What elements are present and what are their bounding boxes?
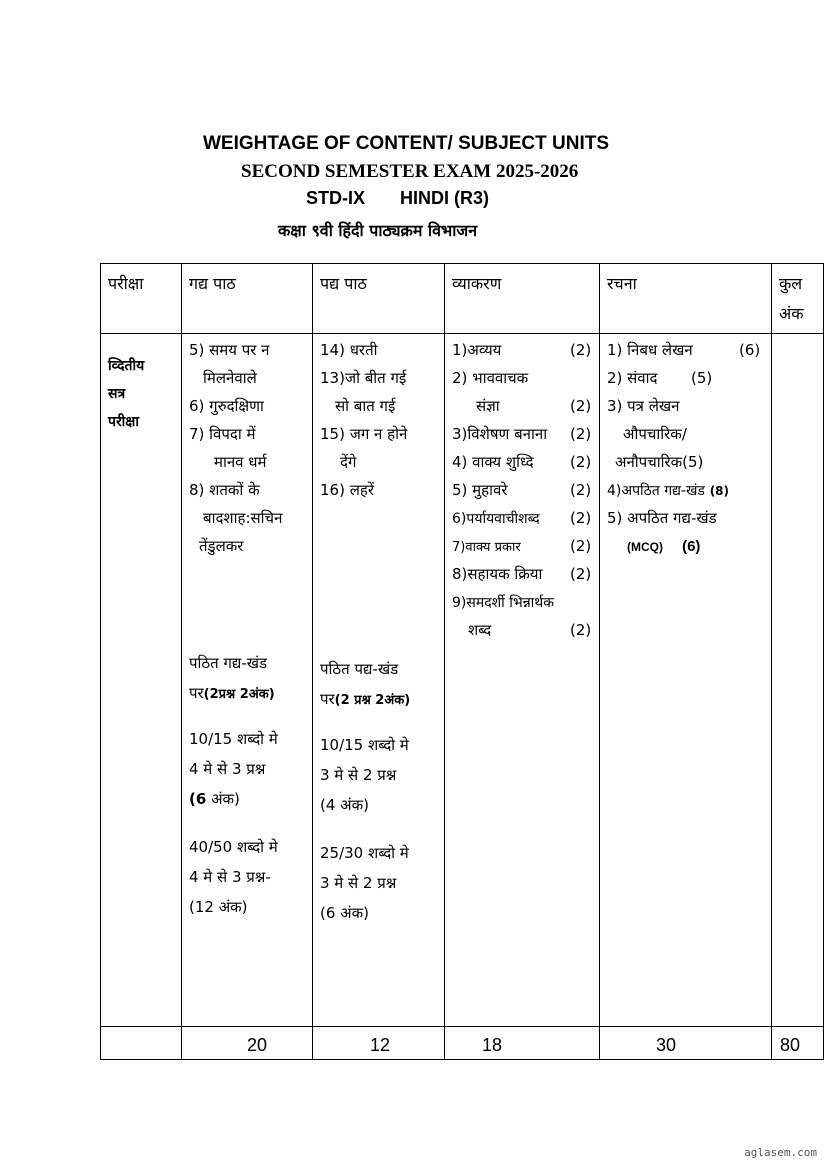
poetry-note-part: पर [320,690,335,708]
prose-note-part: अंक) [206,790,240,808]
grammar-item-text: 8)सहायक क्रिया [452,565,543,583]
prose-item: 8) शतकों के [189,481,260,499]
grammar-item-marks: (2) [570,425,592,443]
exam-cell [108,352,144,436]
poetry-note: 25/30 शब्दो मे [320,844,409,862]
prose-item: तेंडुलकर [199,537,244,555]
prose-item: मानव धर्म [214,453,267,471]
poetry-lessons [320,336,407,504]
poetry-note [320,684,410,714]
grammar-item-marks: (2) [570,453,592,471]
grammar-item-text: 1)अव्यय [452,341,502,359]
prose-note: (12 अंक) [189,898,248,916]
table-border-top [100,263,824,264]
col-line [312,263,313,1060]
composition-item: अनौपचारिक(5) [615,453,704,471]
prose-notes [189,648,278,922]
poetry-note: पठित पद्य-खंड [320,660,399,678]
poetry-notes [320,654,410,928]
grammar-item [452,532,594,560]
grammar-item [452,336,594,364]
prose-note [189,678,278,708]
prose-note-part: (2प्रश्न 2अंक) [203,687,275,702]
composition-item [607,532,767,560]
grammar-item-text: 5) मुहावरे [452,481,508,499]
hindi-title: कक्षा ९वी हिंदी पाठ्यक्रम विभाजन [278,221,478,240]
exam-line: परीक्षा [108,414,139,430]
total-composition: 30 [656,1035,677,1055]
poetry-note: 10/15 शब्दो मे [320,736,409,754]
header-exam: परीक्षा [108,274,144,293]
grammar-item-text: शब्द [468,621,492,639]
poetry-note: 3 मे से 2 प्रश्न [320,874,397,892]
class-subject-line [306,188,626,209]
composition-text: 1) निबध लेखन [607,341,693,359]
prose-note-part: पर [189,684,204,702]
document-title: WEIGHTAGE OF CONTENT/ SUBJECT UNITS [203,133,610,154]
poetry-item: 15) जग न होने [320,425,408,443]
prose-item: 5) समय पर न [189,341,270,359]
composition-item [607,336,767,364]
grammar-item [452,364,594,392]
grammar-item [452,588,594,616]
table-border-bottom [100,1059,824,1060]
grammar-item-text: 3)विशेषण बनाना [452,425,548,443]
grammar-item [452,560,594,588]
col-line [599,263,600,1060]
total-poetry: 12 [370,1035,391,1055]
poetry-item: 14) धरती [320,341,378,359]
prose-item: मिलनेवाले [203,369,257,387]
poetry-item: देंगे [340,453,357,471]
header-poetry: पद्य पाठ [320,274,367,293]
header-total: कुल [779,274,803,293]
composition-item: 3) पत्र लेखन [607,397,680,415]
exam-line: सत्र [108,386,126,402]
poetry-note-part: (2 प्रश्न 2अंक) [334,693,411,708]
composition-item [607,476,767,504]
grammar-item-marks: (2) [570,621,592,639]
composition-marks: (8) [709,484,730,498]
grammar-item [452,616,594,644]
grammar-item-text: 6)पर्यायवाचीशब्द [452,511,540,527]
grammar-item-text: 2) भाववाचक [452,369,529,387]
composition-item: औपचारिक/ [623,425,687,443]
exam-line: व्दितीय [108,358,145,374]
prose-note: 4 मे से 3 प्रश्न- [189,868,271,886]
exam-subtitle: SECOND SEMESTER EXAM 2025-2026 [241,161,579,182]
grammar-item [452,420,594,448]
grammar-item-text: 7)वाक्य प्रकार [452,540,521,555]
header-marks: अंक [779,304,804,323]
subject-label: HINDI (R3) [400,188,489,208]
header-row-divider [100,333,824,334]
col-line [823,263,824,1060]
poetry-note: (4 अंक) [320,796,369,814]
prose-item: 7) विपदा में [189,425,256,443]
grammar-item-text: 4) वाक्य शुध्दि [452,453,534,471]
grand-total: 80 [780,1035,801,1055]
prose-note: 40/50 शब्दो मे [189,838,278,856]
grammar-item-marks: (2) [570,565,592,583]
poetry-item: 13)जो बीत गई [320,369,407,387]
grammar-item-marks: (2) [570,537,592,555]
col-line [100,263,101,1060]
grammar-item [452,504,594,532]
grammar-item-marks: (2) [570,341,592,359]
header-prose: गद्य पाठ [189,274,236,293]
grammar-item-text: संज्ञा [476,397,500,415]
prose-note [189,784,278,814]
header-composition: रचना [607,274,637,293]
composition-topics [607,336,767,560]
grammar-item [452,392,594,420]
prose-note: 10/15 शब्दो मे [189,730,278,748]
prose-item: बादशाह:सचिन [203,509,283,527]
prose-note-part: (6 [189,790,207,808]
grammar-item-marks: (2) [570,481,592,499]
prose-note: 4 मे से 3 प्रश्न [189,760,266,778]
grammar-topics [452,336,594,644]
composition-marks: (6) [682,538,701,555]
composition-text: (MCQ) [627,540,663,554]
prose-lessons [189,336,282,560]
std-label: STD-IX [306,188,366,208]
composition-text: 4)अपठित गद्य-खंड [607,483,705,499]
grammar-item [452,448,594,476]
totals-row-divider [100,1026,824,1027]
poetry-note: 3 मे से 2 प्रश्न [320,766,397,784]
grammar-item [452,476,594,504]
total-grammar: 18 [482,1035,503,1055]
composition-item: 5) अपठित गद्य-खंड [607,509,717,527]
poetry-item: सो बात गई [335,397,396,415]
poetry-note: (6 अंक) [320,904,369,922]
col-line [181,263,182,1060]
grammar-item-text: 9)समदर्शी भिन्नार्थक [452,595,555,611]
composition-marks: (6) [739,341,761,359]
source-watermark: aglasem.com [744,1146,817,1159]
col-line [771,263,772,1060]
grammar-item-marks: (2) [570,397,592,415]
prose-note: पठित गद्य-खंड [189,654,268,672]
prose-item: 6) गुरुदक्षिणा [189,397,264,415]
composition-text: 2) संवाद [607,369,658,387]
grammar-item-marks: (2) [570,509,592,527]
composition-item [607,364,767,392]
composition-marks: (5) [691,369,713,387]
poetry-item: 16) लहरें [320,481,374,499]
header-grammar: व्याकरण [452,274,502,293]
total-prose: 20 [247,1035,268,1055]
col-line [444,263,445,1060]
